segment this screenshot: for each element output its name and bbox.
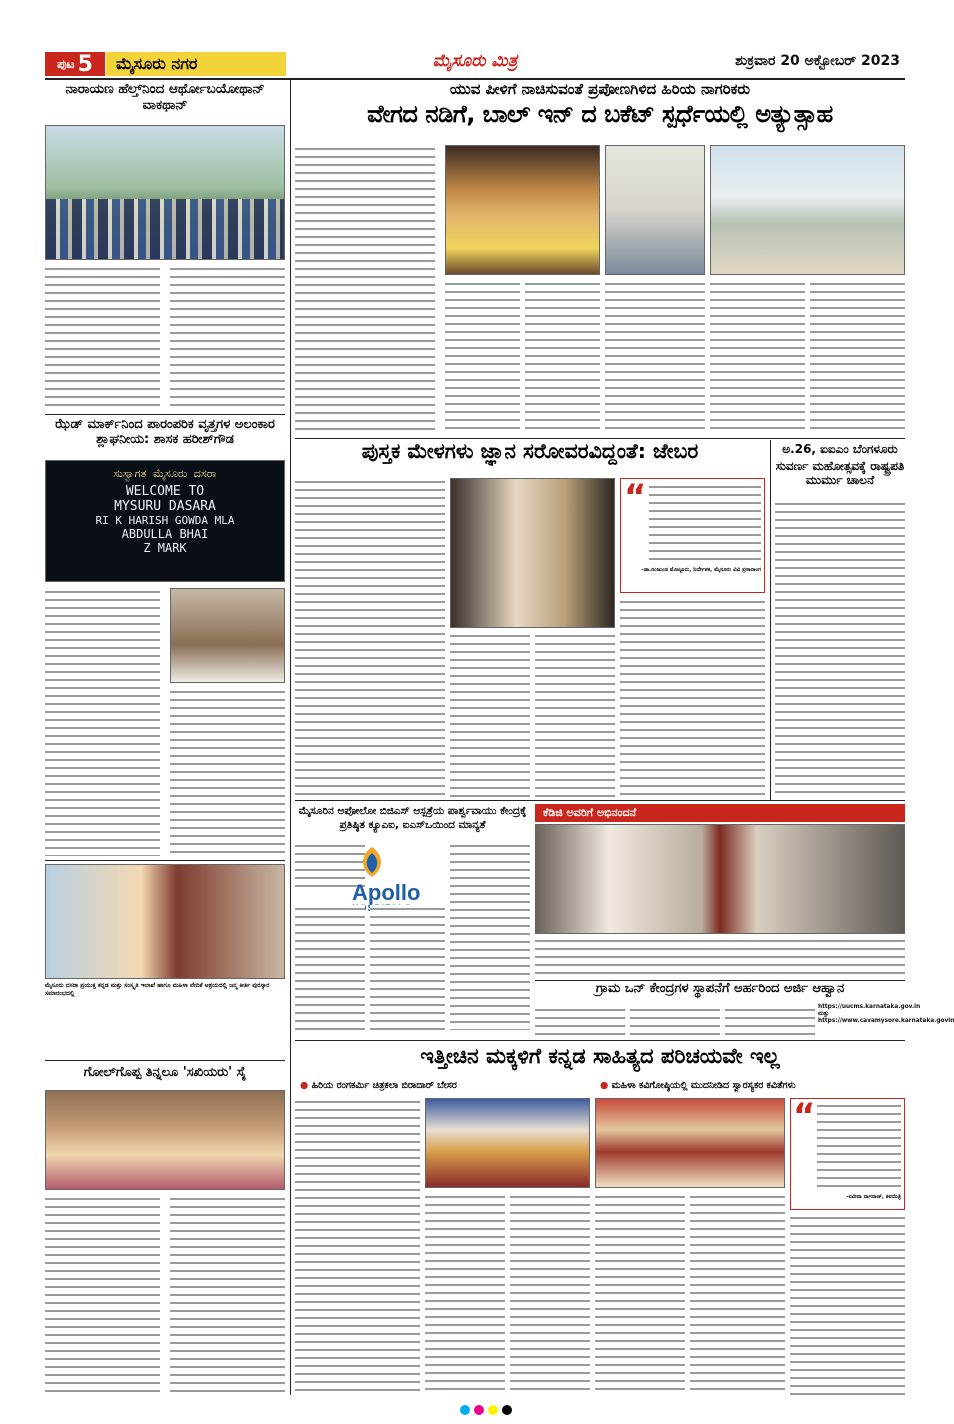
kd-caption — [535, 937, 905, 977]
book-body-col2 — [450, 632, 530, 798]
apollo-headline: ಮೈಸೂರಿನ ಅಪೋಲೋ ಬಿಜಿಎಸ್ ಆಸ್ಪತ್ರೆಯ ಪಾರ್ಶ್ವವಾಯು ಕೇಂದ್ರಕ್ಕೆ ಪ್ರತಿಷ್ಠಿತ ಕ್ಯೂಎಐ, ಐಎಸ್‌ಒಯಿಂದ ಮಾನ್ಯತೆ — [298, 805, 527, 832]
award-photo — [45, 864, 285, 979]
main-body-col6 — [810, 280, 905, 435]
kd-photo — [535, 824, 905, 934]
section-title: ಮೈಸೂರು ನಗರ — [106, 52, 286, 76]
kannada-body-col1 — [295, 1098, 420, 1395]
page-number-label — [45, 52, 105, 76]
sign-line-3: MYSURU DASARA — [114, 499, 216, 514]
quote-mark-icon: “ — [624, 477, 647, 517]
column-rule — [290, 80, 291, 1395]
walk-photo — [605, 145, 705, 275]
sign-line-4: RI K HARISH GOWDA MLA — [95, 514, 235, 527]
gram-url-text: https://uucms.karnataka.gov.in ಮತ್ತು https://www.cavamysore.karnataka.govin — [818, 1004, 954, 1024]
left-story2-body-col2 — [170, 688, 285, 856]
walkathon-crowd — [46, 199, 284, 259]
left-divider-3 — [45, 1060, 285, 1061]
book-quote-attribution: -ಡಾ.ನಂಜುಂಡ ಮೊಟ್ಟೂರು, ನಿರ್ದೇಶಕ, ಮೈಸೂರು ವಿವಿ ಪ್ರಸಾರಾಂಗ — [641, 567, 761, 573]
sign-line-5: ABDULLA BHAI — [121, 527, 209, 541]
masthead: ಮೈಸೂರು ಮಿತ್ರ — [432, 51, 518, 71]
main-body-col2 — [445, 280, 520, 435]
dasara-sign-photo — [45, 460, 285, 582]
sign-line-2: WELCOME TO — [125, 484, 205, 499]
book-body-col4 — [620, 598, 765, 798]
apollo-logo-name: Apollo — [352, 880, 421, 905]
book-fair-photo — [450, 478, 615, 628]
page-label-text: ಪುಟ — [57, 56, 75, 71]
main-headline: ವೇಗದ ನಡಿಗೆ, ಬಾಲ್ ಇನ್ ದ ಬಕೆಟ್ ಸ್ಪರ್ಧೆಯಲ್ಲಿ ಅತ್ಯುತ್ಸಾಹ — [367, 100, 833, 128]
main-body-col4 — [605, 280, 705, 435]
award-caption: ಮೈಸೂರು ದಸರಾ ಪ್ರಯುಕ್ತ ಕನ್ನಡ ಮತ್ತು ಸಂಸ್ಕೃತಿ ಇಲಾಖೆ ಹಾಗೂ ಮಹಿಳಾ ವೇದಿಕೆ ಆಶ್ರಯದಲ್ಲಿ ಜನ್ಮ ಕೀರ್ತಿ ಪುರಸ್ಕಾರ ಸಮಾರಂಭದಲ್ಲಿ — [45, 982, 270, 997]
sakhiyaru-photo — [45, 1090, 285, 1190]
kd-band: ಕೆಡಿಜಿ ಅವರಿಗೆ ಅಭಿನಂದನೆ — [535, 804, 905, 822]
kannada-body-col3 — [510, 1193, 590, 1395]
walkathon-photo — [45, 125, 285, 260]
left-story2-body-col1 — [45, 588, 160, 856]
stage-photo — [445, 145, 600, 275]
sign-line-1: ಸುಸ್ವಾಗತ ಮೈಸೂರು ದಸರಾ — [113, 467, 217, 480]
right-brief-kicker: ಅ.26, ಐಐಎಂ ಬೆಂಗಳೂರು — [782, 442, 898, 456]
book-divider — [295, 800, 905, 801]
kannada-body-col6 — [790, 1214, 905, 1395]
book-headline: ಪುಸ್ತಕ ಮೇಳಗಳು ಜ್ಞಾನ ಸರೋವರವಿದ್ದಂತೆ: ಜೇಬರ — [361, 439, 699, 463]
left-story2-photo — [170, 588, 285, 683]
cyan-dot — [460, 1405, 470, 1415]
main-body-col1 — [295, 145, 435, 435]
book-body-col1 — [295, 478, 445, 798]
book-quote-box — [620, 478, 765, 593]
kannada-photo-1 — [425, 1098, 590, 1188]
left-story1-headline: ನಾರಾಯಣ ಹೆಲ್ತ್‌ನಿಂದ ಆರ್ಥೋಬಯೋಥಾನ್ ವಾಕಥಾನ್ — [65, 81, 265, 113]
kannada-quote-text — [817, 1102, 901, 1187]
main-kicker: ಯುವ ಪೀಳಿಗೆ ನಾಚಿಸುವಂತೆ ಪ್ರಪೋಣಗಿಳಿದ ಹಿರಿಯ ನಾಗರಿಕರು — [449, 80, 751, 98]
apollo-body-col3 — [450, 842, 530, 1030]
yellow-dot — [488, 1405, 498, 1415]
left-divider-1 — [45, 414, 285, 415]
kannada-quote-attribution: -ನವೀನಾ ನಾಗರಾಜ್, ಕವಯಿತ್ರಿ — [846, 1194, 901, 1200]
right-brief-headline: ಸುವರ್ಣ ಮಹೋತ್ಸವಕ್ಕೆ ರಾಷ್ಟ್ರಪತಿ ಮುರ್ಮು ಚಾಲನೆ — [775, 459, 905, 487]
right-brief-rule — [770, 440, 771, 800]
left-story2-headline: ಝೆಡ್ ಮಾರ್ಕ್‌ನಿಂದ ಪಾರಂಪರಿಕ ವೃತ್ತಗಳ ಅಲಂಕಾರ ಶ್ಲಾಘನೀಯ: ಶಾಸಕ ಹರೀಶ್‌ಗೌಡ — [55, 417, 275, 447]
left-story1-body-col2 — [170, 265, 285, 410]
sakhiyaru-body-col2 — [170, 1195, 285, 1395]
book-quote-text — [649, 483, 761, 563]
sign-line-6: Z MARK — [143, 541, 187, 555]
gram-divider — [295, 1040, 905, 1041]
gram-body-col1 — [535, 1006, 625, 1036]
kannada-headline: ಇತ್ತೀಚಿನ ಮಕ್ಕಳಿಗೆ ಕನ್ನಡ ಸಾಹಿತ್ಯದ ಪರಿಚಯವೇ ಇಲ್ಲ — [420, 1044, 780, 1068]
gram-headline: ಗ್ರಾಮ ಒನ್ ಕೇಂದ್ರಗಳ ಸ್ಥಾಪನೆಗೆ ಅರ್ಹರಿಂದ ಅರ್ಜಿ ಆಹ್ವಾನ — [595, 981, 845, 996]
book-body-col3 — [535, 632, 615, 798]
right-brief-body — [775, 500, 905, 798]
black-dot — [502, 1405, 512, 1415]
kannada-body-col5 — [690, 1193, 785, 1395]
kannada-photo-2 — [595, 1098, 785, 1188]
bullet-icon: ● — [600, 1080, 609, 1091]
kannada-body-col4 — [595, 1193, 685, 1395]
kannada-sub-right — [600, 1080, 905, 1096]
sakhiyaru-headline: ಗೋಲ್‌ಗೊಪ್ಪ ತಿನ್ನಲೂ 'ಸಖಿಯರು' ಸೈ — [83, 1065, 247, 1080]
apollo-body-col1 — [295, 905, 365, 1030]
main-body-col5 — [710, 280, 805, 435]
kannada-body-col2 — [425, 1193, 505, 1395]
kannada-sub-left — [300, 1080, 600, 1096]
gram-body-col3 — [725, 1006, 815, 1036]
left-divider-2 — [45, 860, 285, 861]
kannada-sub-left-text: ಹಿರಿಯ ರಂಗಕರ್ಮಿ ಚಿತ್ರಕಲಾ ಬಿರಾದಾರ್ ಬೇಸರ — [311, 1080, 457, 1091]
magenta-dot — [474, 1405, 484, 1415]
quote-mark-icon-2: “ — [793, 1096, 816, 1136]
gram-body-col2 — [630, 1006, 720, 1036]
kannada-sub-right-text: ಮಹಿಳಾ ಕವಿಗೋಷ್ಠಿಯಲ್ಲಿ ಮುದನೀಡಿದ ಸ್ವಾರಸ್ಯಕರ ಕವಿತೆಗಳು — [611, 1080, 796, 1091]
page-number: 5 — [77, 51, 93, 77]
bullet-icon: ● — [300, 1080, 309, 1091]
kannada-quote-box — [790, 1098, 905, 1210]
main-body-col3 — [525, 280, 600, 435]
apollo-emblem-icon — [352, 845, 392, 879]
apollo-logo — [352, 845, 452, 905]
sakhiyaru-body-col1 — [45, 1195, 160, 1395]
dateline: ಶುಕ್ರವಾರ 20 ಅಕ್ಟೋಬರ್ 2023 — [735, 53, 900, 69]
left-story1-body-col1 — [45, 265, 160, 410]
bucket-photo — [710, 145, 905, 275]
apollo-body-col2 — [370, 905, 445, 1030]
